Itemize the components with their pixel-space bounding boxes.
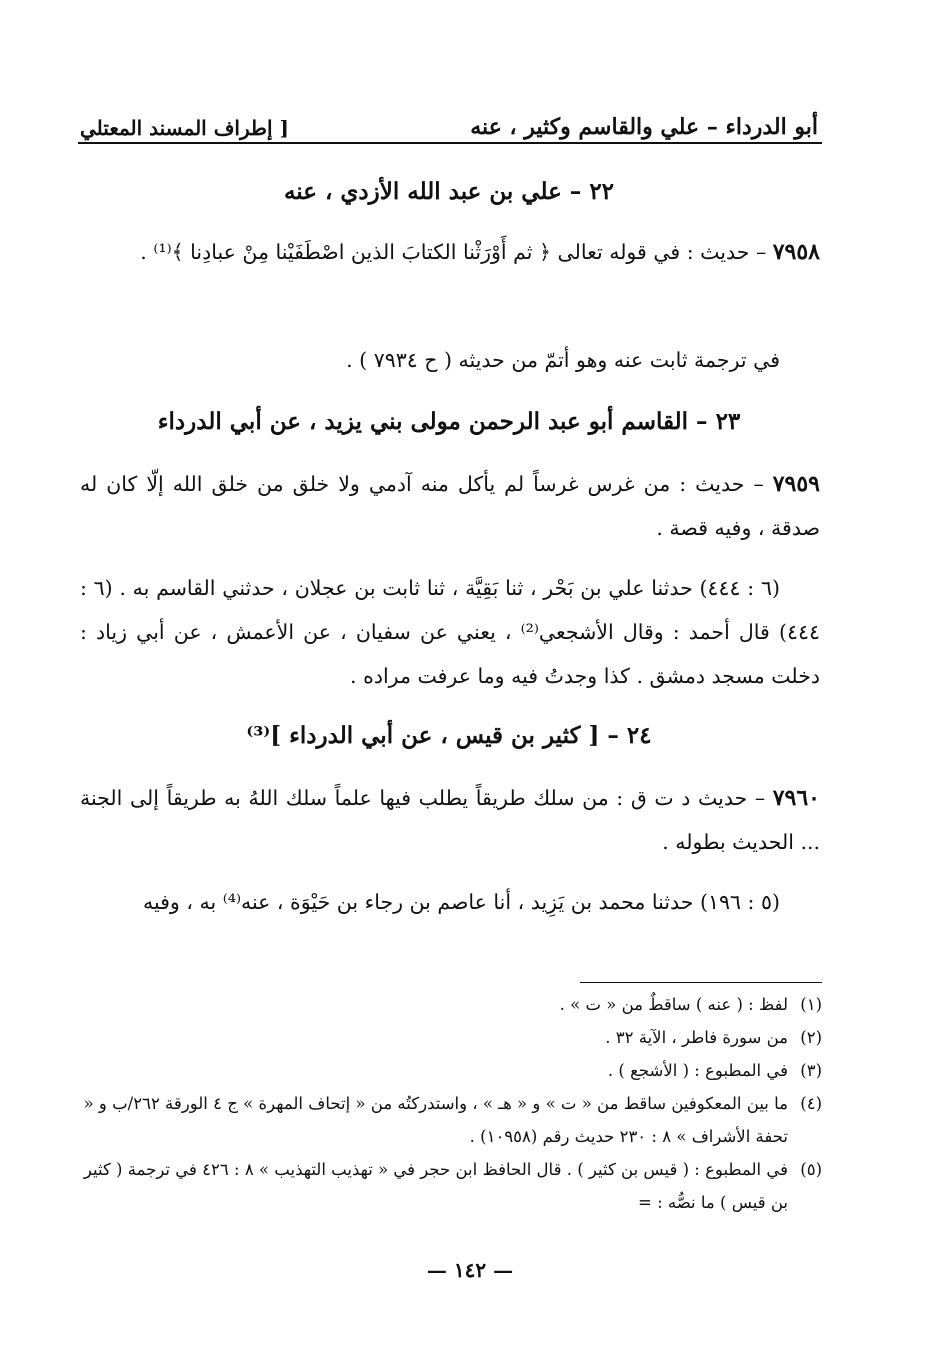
footnote-number: (٣) bbox=[800, 1061, 822, 1080]
header-rule bbox=[78, 142, 822, 144]
footnote-number: (٤) bbox=[800, 1094, 822, 1113]
header-chapter-title: أبو الدرداء – علي والقاسم وكثير ، عنه bbox=[470, 114, 818, 140]
footnote-3 bbox=[80, 1054, 822, 1087]
footnote-text: من سورة فاطر ، الآية ٣٢ . bbox=[605, 1028, 788, 1047]
hadith-number: ٧٩٦٠ bbox=[772, 785, 820, 811]
hadith-note-7958: في ترجمة ثابت عنه وهو أتمّ من حديثه ( ح ٧٩٣٤ ) . bbox=[346, 348, 780, 372]
footnote-2 bbox=[80, 1021, 822, 1054]
header-book-title: [ إطراف المسند المعتلي bbox=[80, 116, 289, 140]
footnote-text: في المطبوع : ( الأشجع ) . bbox=[607, 1061, 788, 1080]
hadith-text: – حديث : من غرس غرساً لم يأكل منه آدمي ولا خلق من خلق الله إلّا كان له صدقة ، وفيه قصة . bbox=[80, 472, 820, 540]
footnote-1 bbox=[80, 988, 822, 1021]
footnote-5 bbox=[80, 1153, 822, 1219]
section-heading-22: ٢٢ – علي بن عبد الله الأزدي ، عنه bbox=[283, 178, 615, 205]
footnote-number: (١) bbox=[800, 995, 822, 1014]
hadith-7958 bbox=[80, 230, 820, 274]
footnote-text: لفظ : ( عنه ) ساقطٌ من « ت » . bbox=[559, 995, 788, 1014]
running-header bbox=[80, 100, 818, 140]
hadith-number: ٧٩٥٩ bbox=[772, 471, 820, 497]
section-heading-23: ٢٣ – القاسم أبو عبد الرحمن مولى بني يزيد ، عن أبي الدرداء bbox=[157, 408, 741, 435]
hadith-number: ٧٩٥٨ bbox=[772, 239, 820, 265]
hadith-note-7959: (٦ : ٤٤٤) حدثنا علي بن بَحْر ، ثنا بَقِيَّة ، ثنا ثابت بن عجلان ، حدثني القاسم به . (٦ : ٤٤٤) قال أحمد : وقال الأشجعي⁽²⁾ ، يعني عن سفيان ، عن الأعمش ، عن أبي زياد : دخلت مسجد دمشق . كذا وجدتُ فيه وما عرفت مراده . bbox=[80, 576, 820, 688]
footnote-number: (٥) bbox=[800, 1160, 822, 1179]
hadith-note-7960: (٥ : ١٩٦) حدثنا محمد بن يَزِيد ، أنا عاصم بن رجاء بن حَيْوَة ، عنه⁽⁴⁾ به ، وفيه bbox=[142, 890, 780, 914]
footnotes bbox=[80, 988, 822, 1219]
footnote-text: ما بين المعكوفين ساقط من « ت » و « هـ » ، واستدركتُه من « إتحاف المهرة » ج ٤ الورقة ٢٦٢/ب و « تحفة الأشراف » ٨ : ٢٣٠ حديث رقم (١٠٩٥٨) . bbox=[83, 1094, 788, 1146]
section-heading-24: ٢٤ – [ كثير بن قيس ، عن أبي الدرداء ]⁽³⁾ bbox=[246, 722, 652, 749]
page-number: — ١٤٢ — bbox=[426, 1258, 514, 1282]
hadith-text: – حديث ‌د ت ق : من سلك طريقاً يطلب فيها علماً سلك اللهُ به طريقاً إلى الجنة ... الحديث بطوله . bbox=[80, 786, 820, 854]
footnote-4 bbox=[80, 1087, 822, 1153]
hadith-text: – حديث : في قوله تعالى ﴿ ثم أَوْرَثْنا الكتابَ الذين اصْطَفَيْنا مِنْ عبادِنا ﴾⁽¹⁾ . bbox=[140, 240, 767, 264]
footnote-rule bbox=[580, 982, 822, 983]
footnote-text: في المطبوع : ( قيس بن كثير ) . قال الحافظ ابن حجر في « تهذيب التهذيب » ٨ : ٤٢٦ في ترجمة ( كثير بن قيس ) ما نصُّه : = bbox=[83, 1160, 788, 1212]
hadith-7960 bbox=[80, 776, 820, 864]
hadith-7959 bbox=[80, 462, 820, 550]
footnote-number: (٢) bbox=[800, 1028, 822, 1047]
